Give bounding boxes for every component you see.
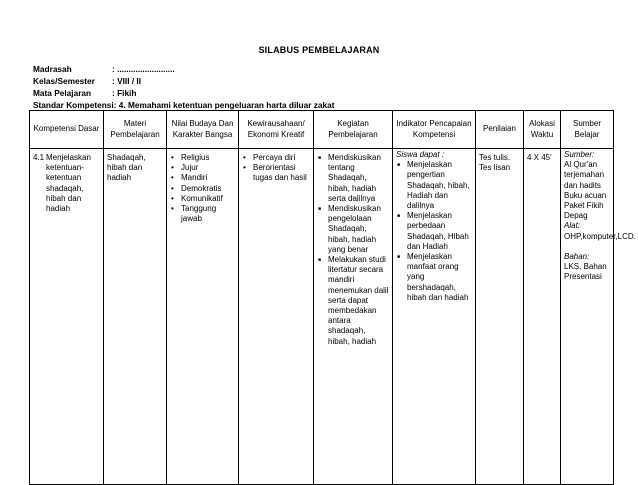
kd-text: Menjelaskan ketentuan-ketentuan shadaqah, hibah dan hadiah bbox=[46, 153, 91, 214]
cell-materi: Shadaqah, hibah dan hadiah bbox=[104, 149, 167, 485]
kd-number: 4.1 bbox=[33, 153, 45, 162]
header-kompetensi: Kompetensi Dasar bbox=[30, 111, 104, 149]
list-item: • Tanggung jawab bbox=[170, 204, 235, 224]
list-item: ■ Mendiskusikan tentang Shadaqah, hibah, hadiah serta dalilnya bbox=[317, 153, 389, 204]
sumber-label: Sumber: bbox=[564, 150, 595, 159]
list-item: • Berorientasi tugas dan hasil bbox=[242, 163, 310, 183]
cell-kompetensi bbox=[30, 149, 104, 485]
header-penilaian: Penilaian bbox=[476, 111, 524, 149]
cell-penilaian: Tes tulis. Tes lisan bbox=[476, 149, 524, 485]
kelas-label: Kelas/Semester bbox=[33, 76, 95, 86]
cell-indikator bbox=[393, 149, 476, 485]
list-item: ■ Menjelaskan perbedaan Shadaqah, Hibah dan Hadiah bbox=[396, 211, 472, 252]
mapel-value: : Fikih bbox=[112, 88, 137, 98]
alat-label: Alat: bbox=[564, 221, 581, 231]
indikator-list bbox=[396, 160, 472, 303]
sumber-text: Al Qur'an terjemahan dan hadits Buku acuan Paket Fikih Depag bbox=[564, 160, 607, 221]
meta-madrasah bbox=[33, 63, 335, 75]
mapel-label: Mata Pelajaran bbox=[33, 88, 92, 98]
list-item: • Komunikatif bbox=[170, 194, 235, 204]
header-alokasi: Alokasi Waktu bbox=[524, 111, 561, 149]
list-item: • Jujur bbox=[170, 163, 235, 173]
kelas-value: : VIII / II bbox=[112, 76, 142, 86]
list-item: ■ Menjelaskan pengertian Shadaqah, hibah, Hadiah dan dalilnya bbox=[396, 160, 472, 211]
header-nilai: Nilai Budaya Dan Karakter Bangsa bbox=[167, 111, 239, 149]
list-item: • Religius bbox=[170, 153, 235, 163]
list-item: ■ Melakukan studi litertatur secara mandiri menemukan dalil serta dapat membedakan antara shadaqah, hibah, hadiah bbox=[317, 255, 389, 347]
header-kewirausahaan: Kewirausahaan/ Ekonomi Kreatif bbox=[239, 111, 314, 149]
header-kegiatan: Kegiatan Pembelajaran bbox=[314, 111, 393, 149]
cell-sumber bbox=[561, 149, 636, 485]
alat-text: OHP,komputer,LCD. bbox=[564, 231, 636, 241]
list-item: ■ Menjelaskan manfaat orang yang bershadaqah, hibah dan hadiah bbox=[396, 252, 472, 303]
header-sumber: Sumber Belajar bbox=[561, 111, 614, 149]
cell-kewirausahaan bbox=[239, 149, 314, 485]
kegiatan-list bbox=[317, 153, 389, 347]
madrasah-label: Madrasah bbox=[33, 64, 72, 74]
header-indikator: Indikator Pencapaian Kompetensi bbox=[393, 111, 476, 149]
indikator-title: Siswa dapat : bbox=[396, 150, 445, 159]
cell-kegiatan bbox=[314, 149, 393, 485]
list-item: ■ Mendiskusikan pengelolaan Shadaqah, hibah, hadiah yang benar bbox=[317, 204, 389, 255]
bahan-text: LKS, Bahan Presentasi bbox=[564, 262, 607, 282]
nilai-list bbox=[170, 153, 235, 224]
madrasah-value: : ......................... bbox=[112, 64, 175, 74]
syllabus-meta bbox=[33, 63, 335, 111]
syllabus-table bbox=[29, 110, 636, 485]
list-item: • Mandiri bbox=[170, 173, 235, 183]
list-item: • Demokratis bbox=[170, 184, 235, 194]
kewirausahaan-list bbox=[242, 153, 310, 184]
cell-nilai bbox=[167, 149, 239, 485]
bahan-label: Bahan: bbox=[564, 251, 590, 261]
meta-kelas bbox=[33, 75, 335, 87]
table-row bbox=[30, 149, 614, 485]
cell-alokasi: 4 X 45' bbox=[524, 149, 561, 485]
table-header-row bbox=[30, 111, 614, 149]
standar-kompetensi: Standar Kompetensi: 4. Memahami ketentuan pengeluaran harta diluar zakat bbox=[33, 100, 335, 110]
page-title: SILABUS PEMBELAJARAN bbox=[258, 45, 380, 55]
meta-mapel bbox=[33, 87, 335, 99]
header-materi: Materi Pembelajaran bbox=[104, 111, 167, 149]
list-item: • Percaya diri bbox=[242, 153, 310, 163]
